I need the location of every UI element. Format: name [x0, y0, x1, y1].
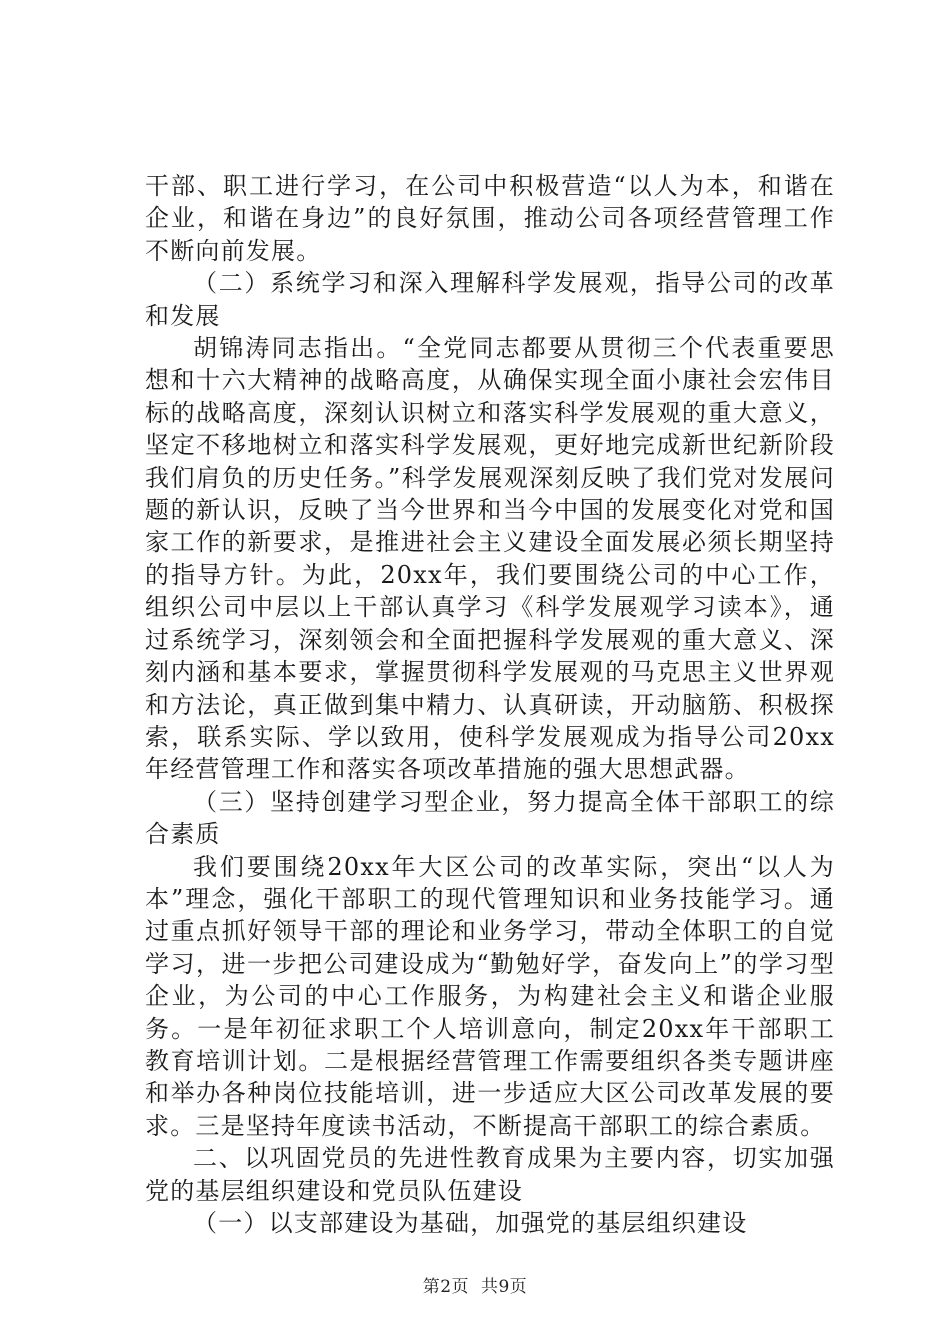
- paragraph-2: （二）系统学习和深入理解科学发展观，指导公司的改革和发展: [145, 269, 835, 330]
- page-number: 第2页: [422, 1277, 470, 1297]
- document-body: [145, 170, 835, 1239]
- paragraph-4: （三）坚持创建学习型企业，努力提高全体干部职工的综合素质: [145, 787, 835, 849]
- paragraph-6: 二、以巩固党员的先进性教育成果为主要内容，切实加强党的基层组织建设和党员队伍建设: [145, 1144, 835, 1205]
- paragraph-5: 我们要围绕20xx年大区公司的改革实际，突出“以人为本”理念，强化干部职工的现代管理知识和业务技能学习。通过重点抓好领导干部的理论和业务学习，带动全体职工的自觉学习，进一步把公司建设成为“勤勉好学，奋发向上”的学习型企业，为公司的中心工作服务，为构建社会主义和谐企业服务。一是年初征求职工个人培训意向，制定20xx年干部职工教育培训计划。二是根据经营管理工作需要组织各类专题讲座和举办各种岗位技能培训，进一步适应大区公司改革发展的要求。三是坚持年度读书活动，不断提高干部职工的综合素质。: [145, 852, 835, 1140]
- paragraph-3: 胡锦涛同志指出。“全党同志都要从贯彻三个代表重要思想和十六大精神的战略高度，从确保实现全面小康社会宏伟目标的战略高度，深刻认识树立和落实科学发展观的重大意义，坚定不移地树立和落实科学发展观，更好地完成新世纪新阶段我们肩负的历史任务。”科学发展观深刻反映了我们党对发展问题的新认识，反映了当今世界和当今中国的发展变化对党和国家工作的新要求，是推进社会主义建设全面发展必须长期坚持的指导方针。为此，20xx年，我们要围绕公司的中心工作，组织公司中层以上干部认真学习《科学发展观学习读本》，通过系统学习，深刻领会和全面把握科学发展观的重大意义、深刻内涵和基本要求，掌握贯彻科学发展观的马克思主义世界观和方法论，真正做到集中精力、认真研读，开动脑筋、积极探索，联系实际、学以致用，使科学发展观成为指导公司20xx年经营管理工作和落实各项改革措施的强大思想武器。: [145, 334, 835, 784]
- page-footer: [0, 1272, 950, 1297]
- paragraph-1: 干部、职工进行学习，在公司中积极营造“以人为本，和谐在企业，和谐在身边”的良好氛围，推动公司各项经营管理工作不断向前发展。: [145, 172, 835, 265]
- page-total: 共9页: [480, 1277, 528, 1297]
- paragraph-7: （一）以支部建设为基础，加强党的基层组织建设: [193, 1209, 748, 1237]
